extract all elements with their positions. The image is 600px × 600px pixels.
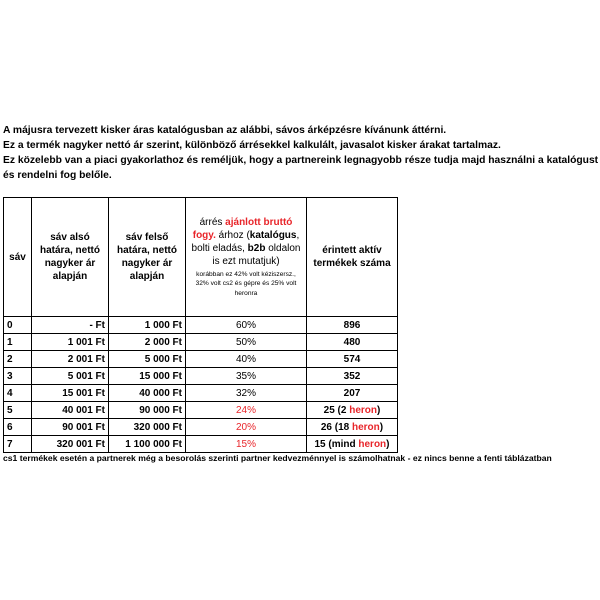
table-row (4, 351, 398, 368)
cell-product-count (307, 351, 398, 368)
cell-upper-bound: 1 000 Ft (109, 317, 186, 334)
table-row (4, 402, 398, 419)
header-margin-part: katalógus (249, 229, 297, 241)
cell-upper-bound: 5 000 Ft (109, 351, 186, 368)
count-close: ) (377, 404, 381, 416)
count-close: ) (379, 421, 384, 433)
cell-sav: 5 (4, 402, 32, 419)
cell-sav: 0 (4, 317, 32, 334)
header-margin-part: b2b (247, 242, 266, 254)
cell-margin: 32% (186, 385, 307, 402)
header-margin (186, 198, 307, 317)
cell-lower-bound: 5 001 Ft (32, 368, 109, 385)
cell-lower-bound: 320 001 Ft (32, 436, 109, 453)
header-margin-note: korábban ez 42% volt kéziszersz., 32% volt cs2 és gépre és 25% volt heronra (195, 270, 297, 297)
intro-line-4: és rendelni fog belőle. (3, 170, 112, 181)
header-upper-bound: sáv felső határa, nettó nagyker ár alapján (109, 198, 186, 317)
header-margin-part: oldalon is ezt mutatjuk) (212, 242, 301, 267)
count-heron: heron (349, 404, 377, 416)
cell-margin: 24% (186, 402, 307, 419)
cell-product-count (307, 385, 398, 402)
header-product-count: érintett aktív termékek száma (307, 198, 398, 317)
header-margin-part: árrés (199, 216, 226, 228)
cell-lower-bound: 90 001 Ft (32, 419, 109, 436)
header-margin-part: árhoz ( (215, 229, 250, 241)
count-close: ) (386, 438, 390, 450)
cell-product-count (307, 419, 398, 436)
count-value: 25 (2 (323, 404, 350, 416)
footer-note: cs1 termékek esetén a partnerek még a besorolás szerinti partner kedvezménnyel is számolhatnak - ez nincs benne a fenti táblázatban (3, 453, 552, 463)
cell-sav: 3 (4, 368, 32, 385)
cell-upper-bound: 1 100 000 Ft (109, 436, 186, 453)
header-sav: sáv (4, 198, 32, 317)
count-value: 574 (343, 353, 361, 365)
cell-sav: 1 (4, 334, 32, 351)
count-heron: heron (352, 421, 380, 433)
cell-margin: 60% (186, 317, 307, 334)
cell-sav: 6 (4, 419, 32, 436)
intro-line-1: A májusra tervezett kisker áras katalógusban az alábbi, sávos árképzésre kívánunk áttérni. (3, 125, 447, 136)
count-heron: heron (358, 438, 387, 450)
cell-product-count (307, 436, 398, 453)
cell-lower-bound: 2 001 Ft (32, 351, 109, 368)
count-value: 26 (18 (320, 421, 352, 433)
cell-upper-bound: 40 000 Ft (109, 385, 186, 402)
cell-product-count (307, 402, 398, 419)
intro-line-2: Ez a termék nagyker nettó ár szerint, különböző árrésekkel kalkulált, javasalot kisker árakat tartalmaz. (3, 140, 501, 151)
intro-text (3, 123, 597, 183)
cell-margin: 40% (186, 351, 307, 368)
cell-margin: 15% (186, 436, 307, 453)
count-value: 896 (343, 319, 361, 331)
cell-upper-bound: 90 000 Ft (109, 402, 186, 419)
cell-upper-bound: 2 000 Ft (109, 334, 186, 351)
cell-lower-bound: - Ft (32, 317, 109, 334)
cell-sav: 4 (4, 385, 32, 402)
table-row (4, 385, 398, 402)
table-row (4, 317, 398, 334)
cell-lower-bound: 15 001 Ft (32, 385, 109, 402)
cell-margin: 20% (186, 419, 307, 436)
table-row (4, 419, 398, 436)
cell-sav: 2 (4, 351, 32, 368)
cell-product-count (307, 334, 398, 351)
table-header-row (4, 198, 398, 317)
cell-margin: 35% (186, 368, 307, 385)
cell-upper-bound: 320 000 Ft (109, 419, 186, 436)
count-value: 480 (343, 336, 361, 348)
intro-line-3: Ez közelebb van a piaci gyakorlathoz és reméljük, hogy a partnereink legnagyobb része tudja majd használni a katalógust (3, 155, 599, 166)
header-margin-part: , bolti eladás, (191, 229, 300, 254)
cell-upper-bound: 15 000 Ft (109, 368, 186, 385)
count-value: 352 (343, 370, 361, 382)
table-row (4, 334, 398, 351)
count-value: 15 (mind (314, 438, 359, 450)
cell-lower-bound: 1 001 Ft (32, 334, 109, 351)
price-band-table (3, 197, 398, 453)
cell-margin: 50% (186, 334, 307, 351)
cell-product-count (307, 368, 398, 385)
table-row (4, 368, 398, 385)
cell-product-count (307, 317, 398, 334)
table-row (4, 436, 398, 453)
header-margin-part: ajánlott bruttó fogy. (192, 216, 293, 241)
cell-lower-bound: 40 001 Ft (32, 402, 109, 419)
count-value: 207 (343, 387, 361, 399)
cell-sav: 7 (4, 436, 32, 453)
header-lower-bound: sáv alsó határa, nettó nagyker ár alapján (32, 198, 109, 317)
